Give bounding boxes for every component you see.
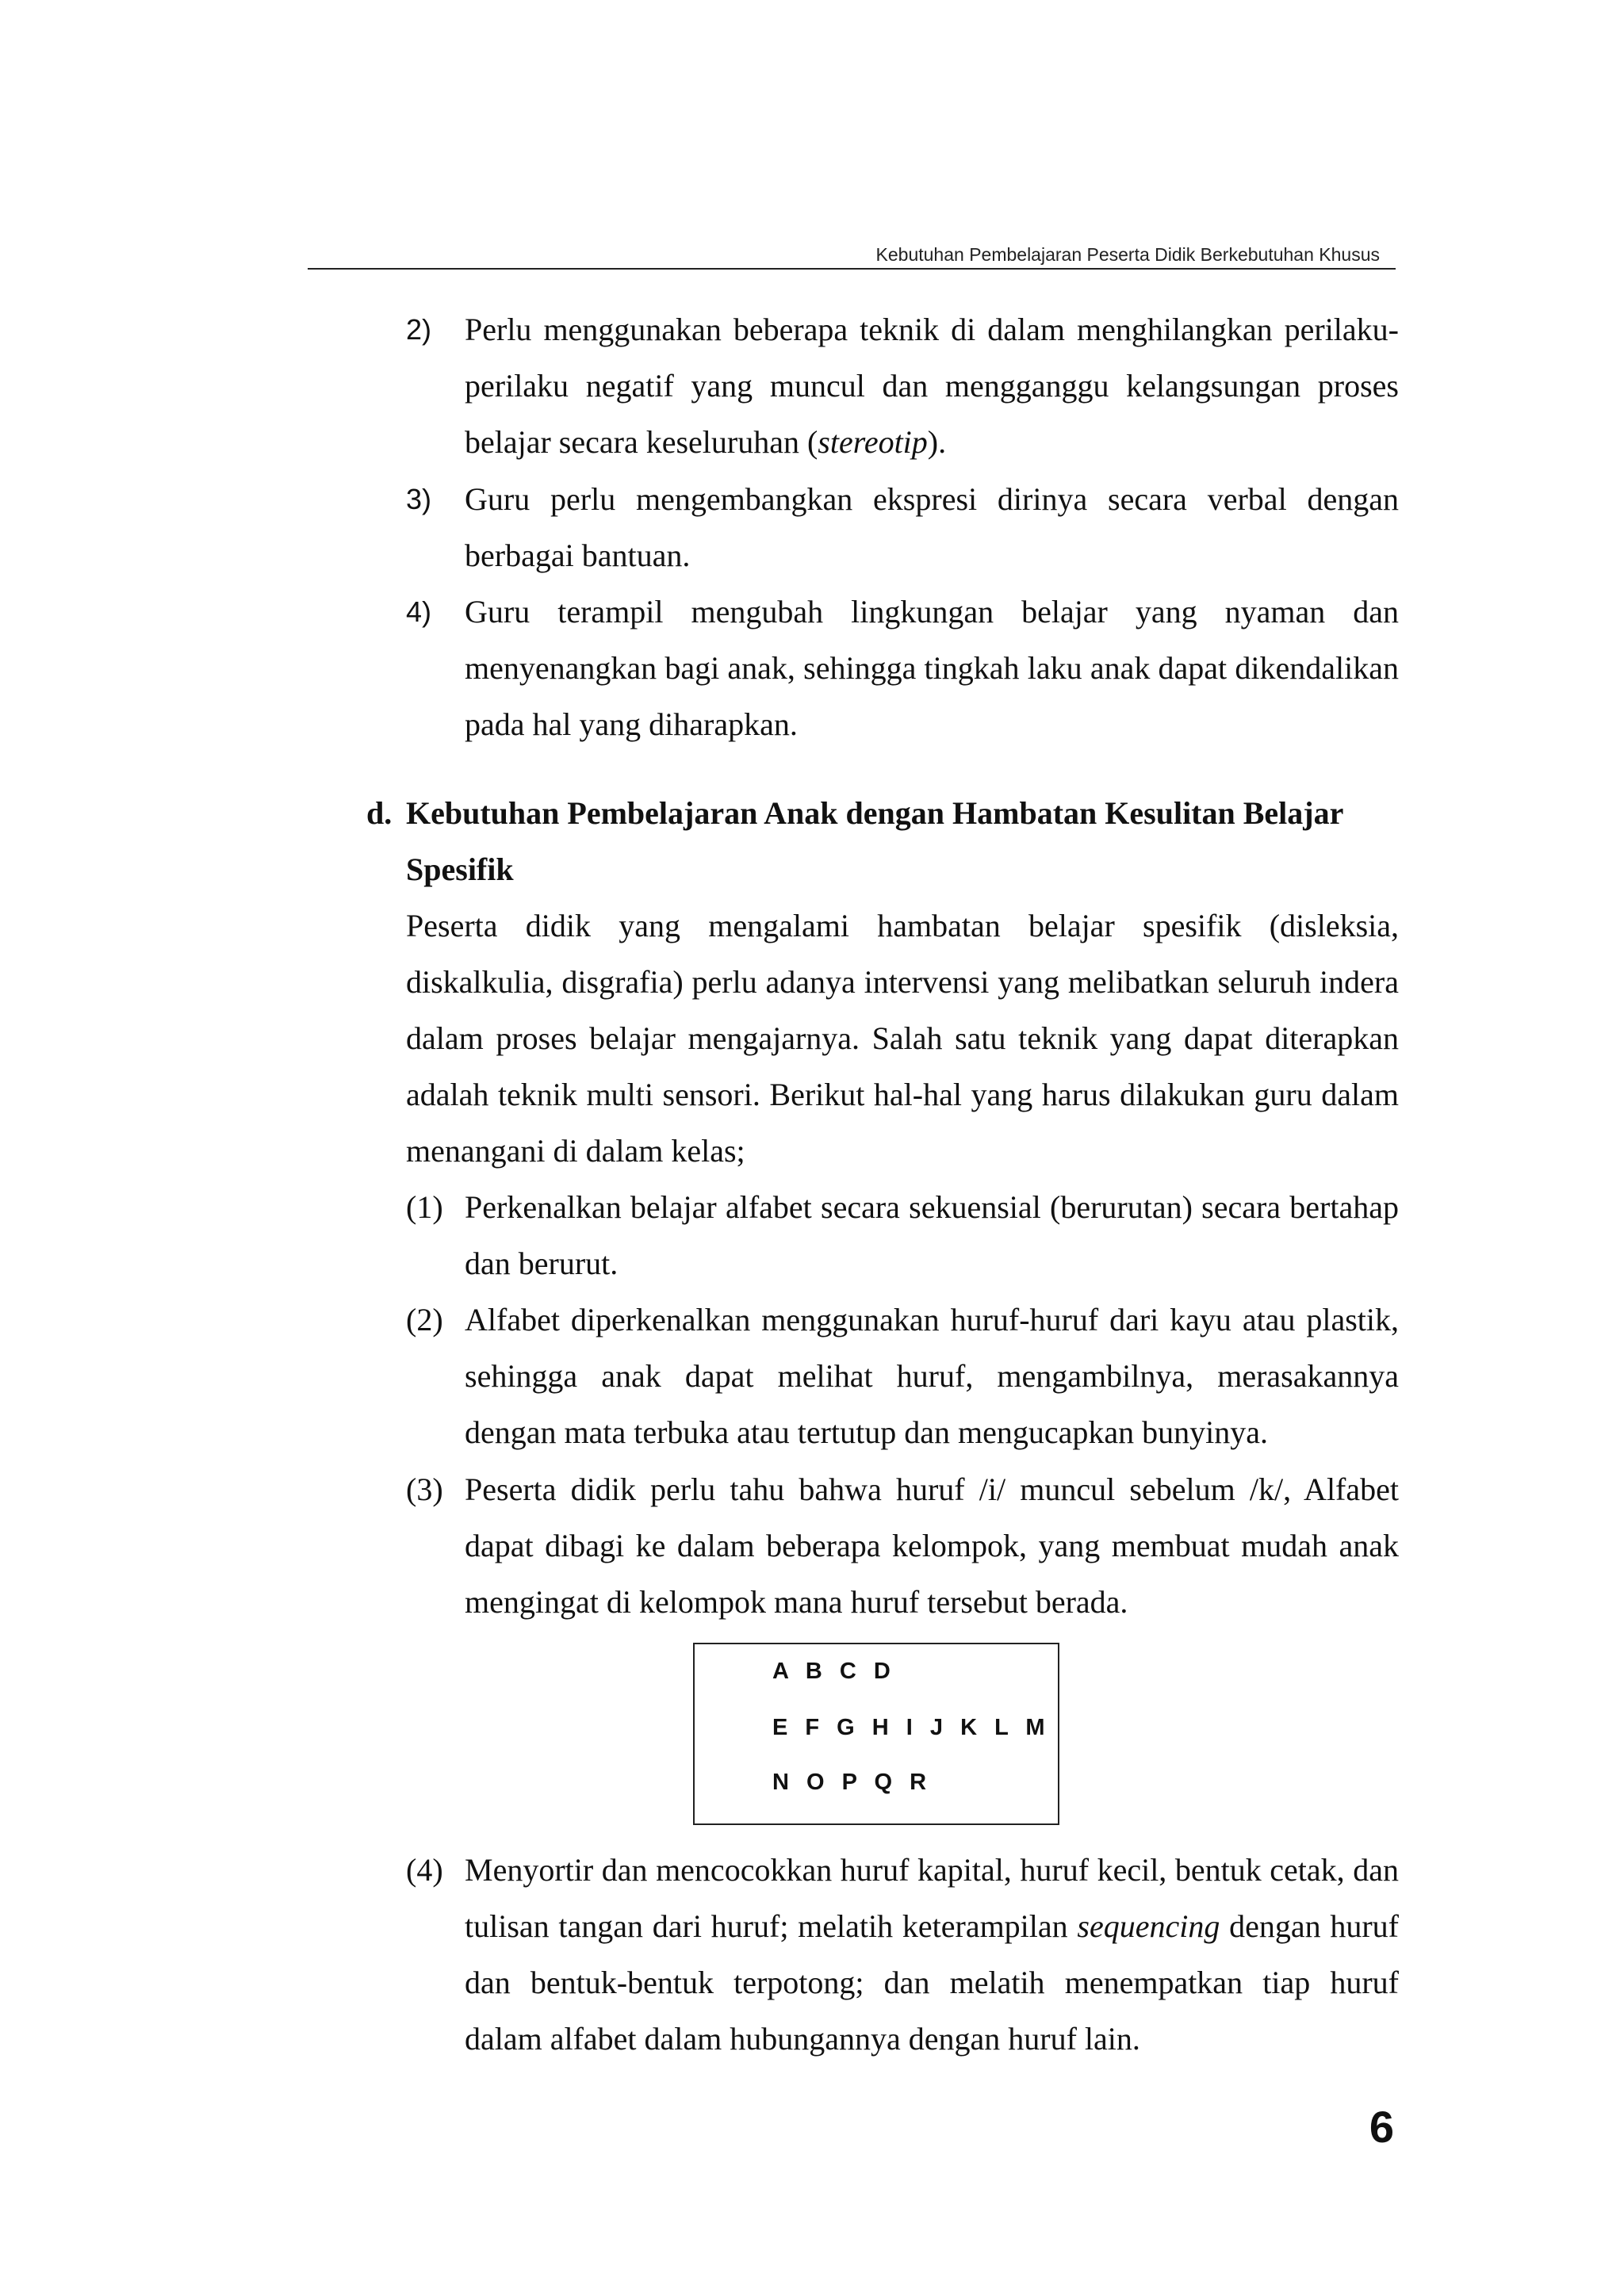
section-heading <box>366 785 1399 897</box>
alphabet-group-box <box>693 1643 1059 1825</box>
header-title: Kebutuhan Pembelajaran Peserta Didik Berkebutuhan Khusus <box>875 244 1380 265</box>
section-label: d. <box>366 795 393 831</box>
list-item-label: (2) <box>406 1302 443 1337</box>
list-item-text: Perlu menggunakan beberapa teknik di dalam menghilangkan perilaku-perilaku negatif yang muncul dan mengganggu kelangsungan proses belajar secara keseluruhan (stereotip). <box>465 312 1399 460</box>
list-item-label: (1) <box>406 1189 443 1225</box>
list-item <box>406 1292 1399 1460</box>
list-item-label: 4) <box>406 595 432 628</box>
list-item-text: Guru perlu mengembangkan ekspresi dirinya secara verbal dengan berbagai bantuan. <box>465 481 1399 573</box>
list-item-text: Guru terampil mengubah lingkungan belajar yang nyaman dan menyenangkan bagi anak, sehingga tingkah laku anak dapat dikendalikan pada hal yang diharapkan. <box>465 594 1399 742</box>
list-item <box>406 301 1399 470</box>
page-number: 6 <box>1369 2102 1394 2152</box>
list-item <box>406 1179 1399 1292</box>
list-item-label: (3) <box>406 1471 443 1507</box>
list-item <box>406 471 1399 584</box>
list-item <box>406 1461 1399 1630</box>
list-item-label: (4) <box>406 1852 443 1888</box>
alphabet-group-row: N O P Q R <box>772 1770 933 1795</box>
italic-term: sequencing <box>1077 1908 1220 1944</box>
list-item-text: Menyortir dan mencocokkan huruf kapital, huruf kecil, bentuk cetak, dan tulisan tangan dari huruf; melatih keterampilan sequencing dengan huruf dan bentuk-bentuk terpotong; dan melatih menempatkan tiap huruf dalam alfabet dalam hubungannya dengan huruf lain. <box>465 1852 1399 2057</box>
running-header <box>308 243 1396 270</box>
list-item-label: 3) <box>406 483 432 515</box>
list-item-text: Perkenalkan belajar alfabet secara sekuensial (berurutan) secara bertahap dan berurut. <box>465 1189 1399 1281</box>
list-item-text: Peserta didik perlu tahu bahwa huruf /i/ muncul sebelum /k/, Alfabet dapat dibagi ke dalam beberapa kelompok, yang membuat mudah anak mengingat di kelompok mana huruf tersebut berada. <box>465 1471 1399 1620</box>
list-item-label: 2) <box>406 313 432 346</box>
italic-term: stereotip <box>818 424 928 460</box>
list-item-text: Alfabet diperkenalkan menggunakan huruf-huruf dari kayu atau plastik, sehingga anak dapat melihat huruf, mengambilnya, merasakannya dengan mata terbuka atau tertutup dan mengucapkan bunyinya. <box>465 1302 1399 1450</box>
list-item <box>406 1842 1399 2067</box>
alphabet-group-row: A B C D <box>772 1659 896 1684</box>
alphabet-group-row: E F G H I J K L M <box>772 1715 1051 1740</box>
section-paragraph: Peserta didik yang mengalami hambatan belajar spesifik (disleksia, diskalkulia, disgrafia) perlu adanya intervensi yang melibatkan seluruh indera dalam proses belajar mengajarnya. Salah satu teknik yang dapat diterapkan adalah teknik multi sensori. Berikut hal-hal yang harus dilakukan guru dalam menangani di dalam kelas; <box>406 908 1399 1169</box>
section-title: Kebutuhan Pembelajaran Anak dengan Hambatan Kesulitan Belajar Spesifik <box>406 795 1343 887</box>
list-item <box>406 584 1399 752</box>
